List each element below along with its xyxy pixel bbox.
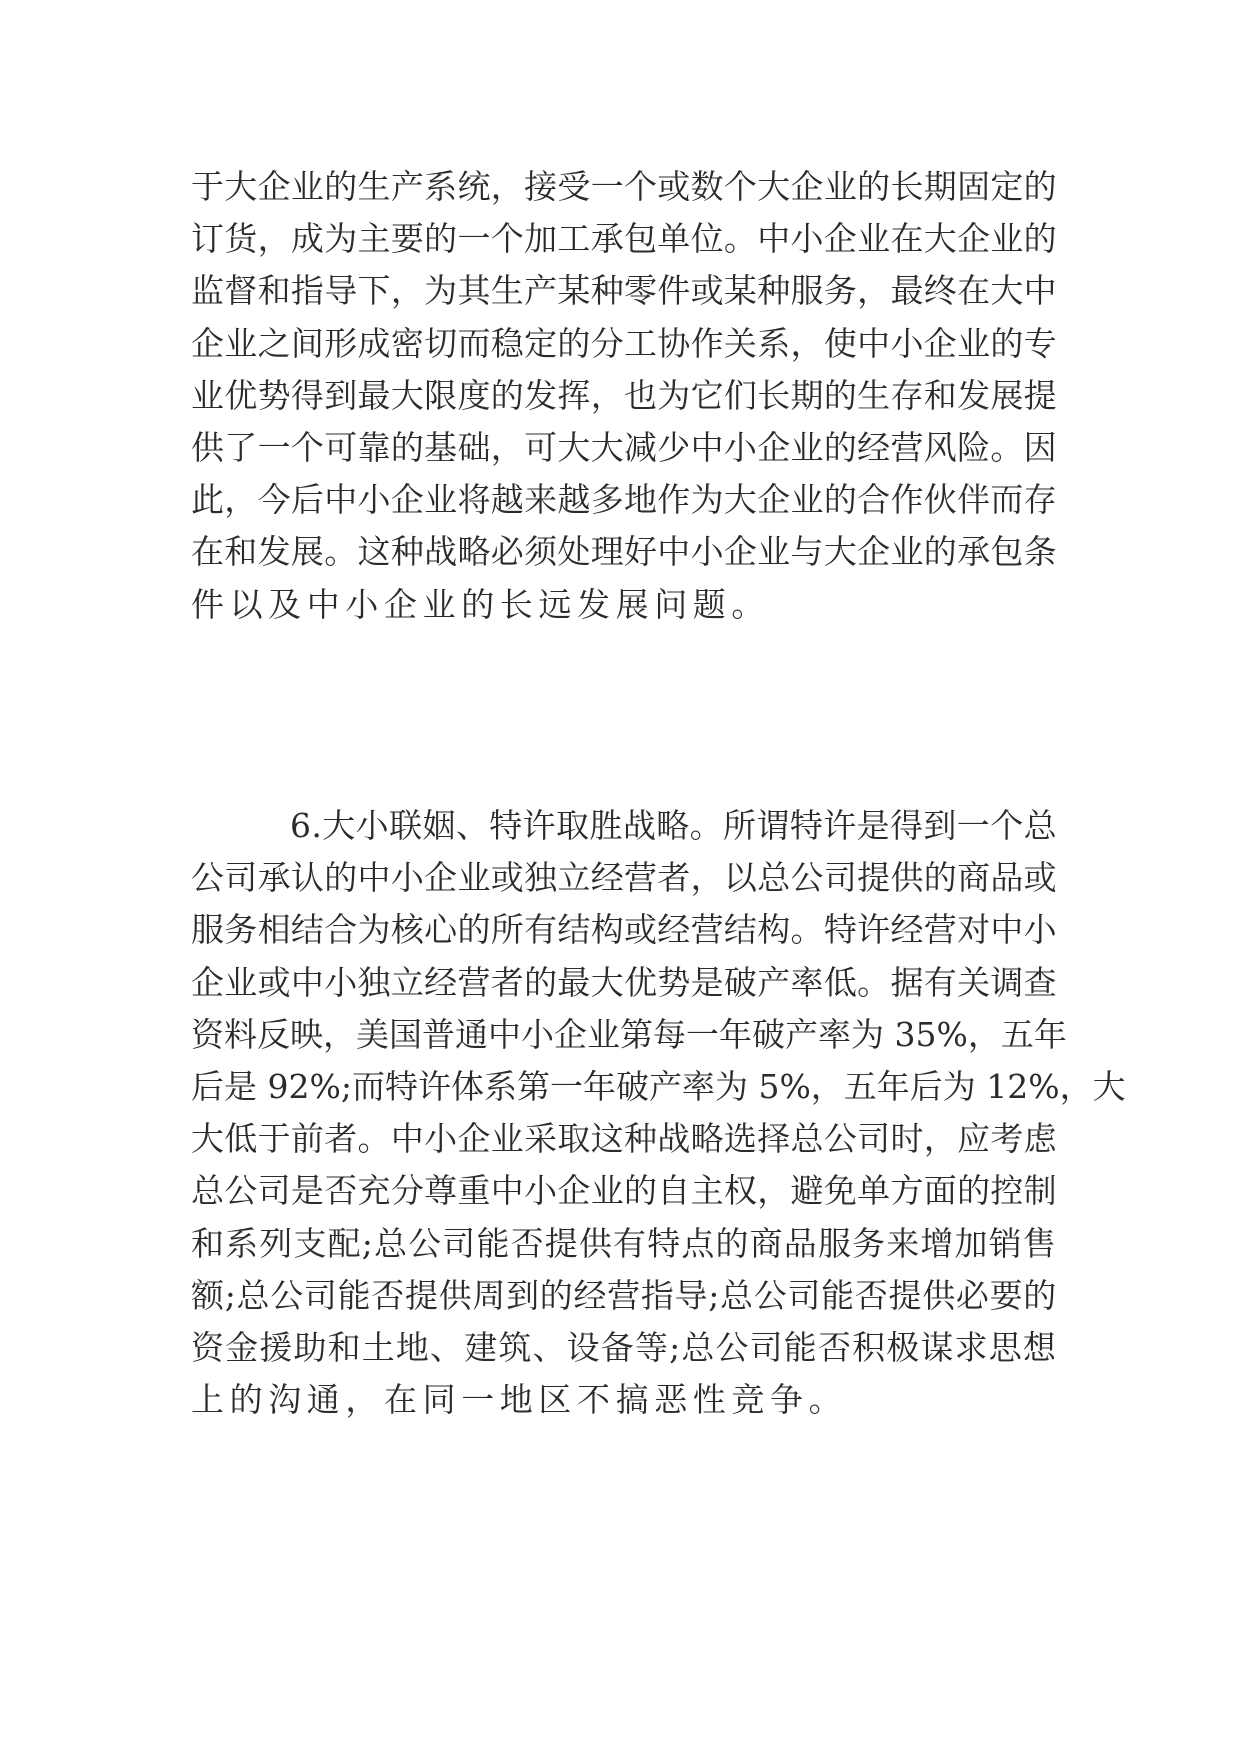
paragraph-line: 后是 92%;而特许体系第一年破产率为 5%，五年后为 12%，大: [191, 1067, 1126, 1107]
paragraph-line: 此，今后中小企业将越来越多地作为大企业的合作伙伴而存: [191, 480, 1057, 520]
paragraph-line: 大低于前者。中小企业采取这种战略选择总公司时，应考虑: [191, 1119, 1057, 1159]
paragraph-section-6: [191, 800, 1126, 1426]
paragraph-continuation: [191, 161, 1057, 631]
paragraph-line: 公司承认的中小企业或独立经营者，以总公司提供的商品或: [191, 858, 1057, 898]
paragraph-line: 监督和指导下，为其生产某种零件或某种服务，最终在大中: [191, 271, 1057, 311]
paragraph-line: 件以及中小企业的长远发展问题。: [191, 584, 770, 624]
paragraph-line: 企业或中小独立经营者的最大优势是破产率低。据有关调查: [191, 962, 1057, 1002]
paragraph-line: 订货，成为主要的一个加工承包单位。中小企业在大企业的: [191, 219, 1057, 259]
paragraph-line: 服务相结合为核心的所有结构或经营结构。特许经营对中小: [191, 910, 1057, 950]
section-heading-line: 6.大小联姻、特许取胜战略。所谓特许是得到一个总: [290, 806, 1057, 845]
paragraph-line: 总公司是否充分尊重中小企业的自主权，避免单方面的控制: [191, 1171, 1057, 1211]
paragraph-line: 企业之间形成密切而稳定的分工协作关系，使中小企业的专: [191, 323, 1057, 363]
paragraph-line: 资金援助和土地、建筑、设备等;总公司能否积极谋求思想: [191, 1328, 1057, 1368]
paragraph-line: 供了一个可靠的基础，可大大减少中小企业的经营风险。因: [191, 428, 1057, 468]
paragraph-line: 在和发展。这种战略必须处理好中小企业与大企业的承包条: [191, 532, 1057, 572]
paragraph-line: 业优势得到最大限度的发挥，也为它们长期的生存和发展提: [191, 375, 1057, 415]
paragraph-line: 上的沟通，在同一地区不搞恶性竞争。: [191, 1380, 848, 1420]
paragraph-line: 于大企业的生产系统，接受一个或数个大企业的长期固定的: [191, 167, 1057, 206]
paragraph-line: 额;总公司能否提供周到的经营指导;总公司能否提供必要的: [191, 1275, 1057, 1315]
paragraph-line: 资料反映，美国普通中小企业第每一年破产率为 35%，五年: [191, 1014, 1067, 1054]
paragraph-line: 和系列支配;总公司能否提供有特点的商品服务来增加销售: [191, 1223, 1057, 1263]
